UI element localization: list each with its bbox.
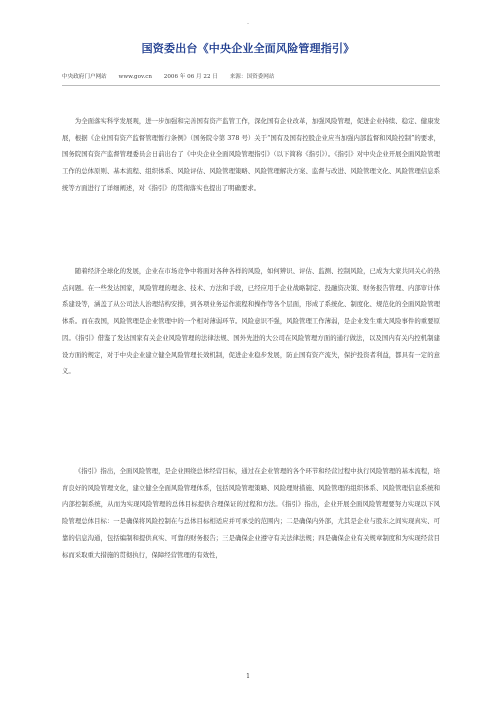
paragraph: 《指引》指出，全面风险管理，是企业围绕总体经营目标，通过在企业管理的各个环节和经营过程中执行风险管理的基本流程，培育良好的风险管理文化，建立健全全面风险管理体系，包括风险管理策略、风险理财措施、风险管理的组织体系、风险管理信息系统和内部控制系统，从而为实现风险管理的总体目标提供合理保证的过程和方法。《指引》指出，企业开展全面风险管理要努力实现以下风险管理总体目标：一是确保将风险控制在与总体目标相适应并可承受的范围内；二是确保内外部，尤其是企业与股东之间实现真实、可靠的信息沟通，包括编制和提供真实、可靠的财务报告；三是确保企业遵守有关法律法规；四是确保企业有关规章制度和为实现经营目标而采取重大措施的贯彻执行，保障经营管理的有效性， (62, 467, 440, 559)
paragraph: 随着经济全球化的发展，企业在市场竞争中将面对各种各样的风险，如何辨识、评估、监测、控制风险，已成为大家共同关心的热点问题。在一些发达国家，风险管理的理念、技术、方法和手段，已经应用于企业战略制定、投融资决策、财务报告管理、内部审计体系建设等，涵盖了从公司法人治理结构安排，到各项业务运作流程和操作等各个层面，形成了系统化、制度化、规范化的全面风险管理体系。而在我国，风险管理是企业管理中的一个相对薄弱环节。风险意识不强，风险管理工作薄弱，是企业发生重大风险事件的重要原因。《指引》借鉴了发达国家有关企业风险管理的法律法规、国外先进的大公司在风险管理方面的通行做法，以及国内有关内控机制建设方面的规定，对于中央企业建立健全风险管理长效机制，促进企业稳步发展，防止国有资产流失，保护投资者利益，都具有一定的意义。 (62, 267, 440, 376)
article-title: 国资委出台《中央企业全面风险管理指引》 (141, 42, 355, 55)
meta-source: 中央政府门户网站 (62, 74, 107, 80)
article-meta (62, 72, 442, 80)
page-number: 1 (246, 673, 250, 680)
meta-divider (62, 85, 440, 86)
paragraph: 为全面落实科学发展观，进一步加强和完善国有资产监管工作，深化国有企业改革，加强风险管理，促进企业持续、稳定、健康发展，根据《企业国有资产监督管理暂行条例》（国务院令第 378 号）关于“国有及国有控股企业应当加强内部监督和风险控制”的要求，国务院国有资产监督管理委员会日前出台了《中央企业全面风险管理指引》（以下简称《指引》）。《指引》对中央企业开展全面风险管理工作的总体原则、基本流程、组织体系、风险评估、风险管理策略、风险管理解决方案、监督与改进、风险管理文化、风险管理信息系统等方面进行了详细阐述，对《指引》的贯彻落实也提出了明确要求。 (62, 117, 440, 192)
header-mark: - (246, 20, 250, 27)
meta-origin: 来源：国资委网站 (229, 74, 275, 80)
meta-date: 2006 年 06 月 22 日 (163, 74, 218, 80)
meta-site[interactable]: www.gov.cn (118, 74, 152, 80)
